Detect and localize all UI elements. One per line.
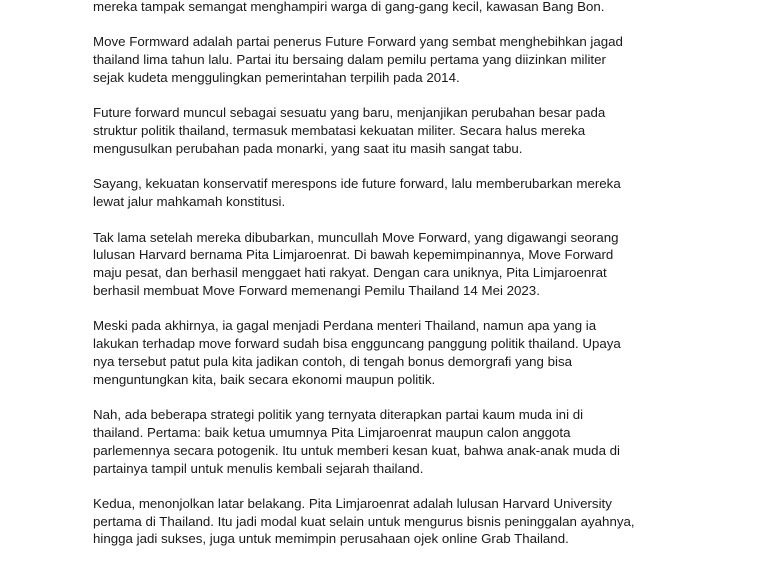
text-line: pertama di Thailand. Itu jadi modal kuat selain untuk mengurus bisnis peninggalan ayahnya,	[93, 513, 635, 529]
text-line: lewat jalur mahkamah konstitusi.	[93, 194, 286, 210]
paragraph-4	[93, 175, 693, 211]
document-body	[93, 0, 693, 566]
text-line: Meski pada akhirnya, ia gagal menjadi Perdana menteri Thailand, namun apa yang ia	[93, 318, 597, 334]
text-line: Move Formward adalah partai penerus Future Forward yang sembat menghebihkan jagad	[93, 34, 623, 50]
text-line: sejak kudeta menggulingkan pemerintahan terpilih pada 2014.	[93, 69, 460, 85]
text-line: menguntungkan kita, baik secara ekonomi maupun politik.	[93, 371, 436, 387]
paragraph-8	[93, 495, 693, 548]
paragraph-5	[93, 229, 693, 300]
paragraph-6	[93, 317, 693, 388]
text-line: struktur politik thailand, termasuk membatasi kekuatan militer. Secara halus mereka	[93, 123, 586, 139]
text-line: Future forward muncul sebagai sesuatu yang baru, menjanjikan perubahan besar pada	[93, 105, 606, 121]
text-line: thailand. Pertama: baik ketua umumnya Pita Limjaroenrat maupun calon anggota	[93, 424, 571, 440]
text-line: lakukan terhadap move forward sudah bisa engguncang panggung politik thailand. Upaya	[93, 336, 621, 352]
text-line: thailand lima tahun lalu. Partai itu bersaing dalam pemilu pertama yang diizinkan militer	[93, 52, 606, 68]
text-line: Sayang, kekuatan konservatif merespons ide future forward, lalu memberubarkan mereka	[93, 176, 621, 192]
paragraph-2	[93, 33, 693, 86]
text-line: mereka tampak semangat menghampiri warga di gang-gang kecil, kawasan Bang Bon.	[93, 0, 605, 14]
text-line: berhasil membuat Move Forward memenangi Pemilu Thailand 14 Mei 2023.	[93, 282, 540, 298]
text-line: Nah, ada beberapa strategi politik yang ternyata diterapkan partai kaum muda ini di	[93, 407, 584, 423]
text-line: Tak lama setelah mereka dibubarkan, muncullah Move Forward, yang digawangi seorang	[93, 229, 619, 245]
paragraph-3	[93, 104, 693, 157]
text-line: maju pesat, dan berhasil menggaet hati rakyat. Dengan cara uniknya, Pita Limjaroenrat	[93, 265, 607, 281]
text-line: parlemennya secara potogenik. Itu untuk memberi kesan kuat, bahwa anak-anak muda di	[93, 442, 621, 458]
paragraph-7	[93, 406, 693, 477]
text-line: mengusulkan perubahan pada monarki, yang saat itu masih sangat tabu.	[93, 140, 523, 156]
text-line: Kedua, menonjolkan latar belakang. Pita Limjaroenrat adalah lulusan Harvard University	[93, 495, 612, 511]
text-line: partainya tampil untuk menulis kembali sejarah thailand.	[93, 460, 424, 476]
text-line: nya tersebut patut pula kita jadikan contoh, di tengah bonus demorgrafi yang bisa	[93, 353, 573, 369]
text-line: hingga jadi sukses, juga untuk memimpin perusahaan ojek online Grab Thailand.	[93, 531, 569, 547]
paragraph-1	[93, 0, 693, 16]
text-line: lulusan Harvard bernama Pita Limjaroenrat. Di bawah kepemimpinannya, Move Forward	[93, 247, 614, 263]
